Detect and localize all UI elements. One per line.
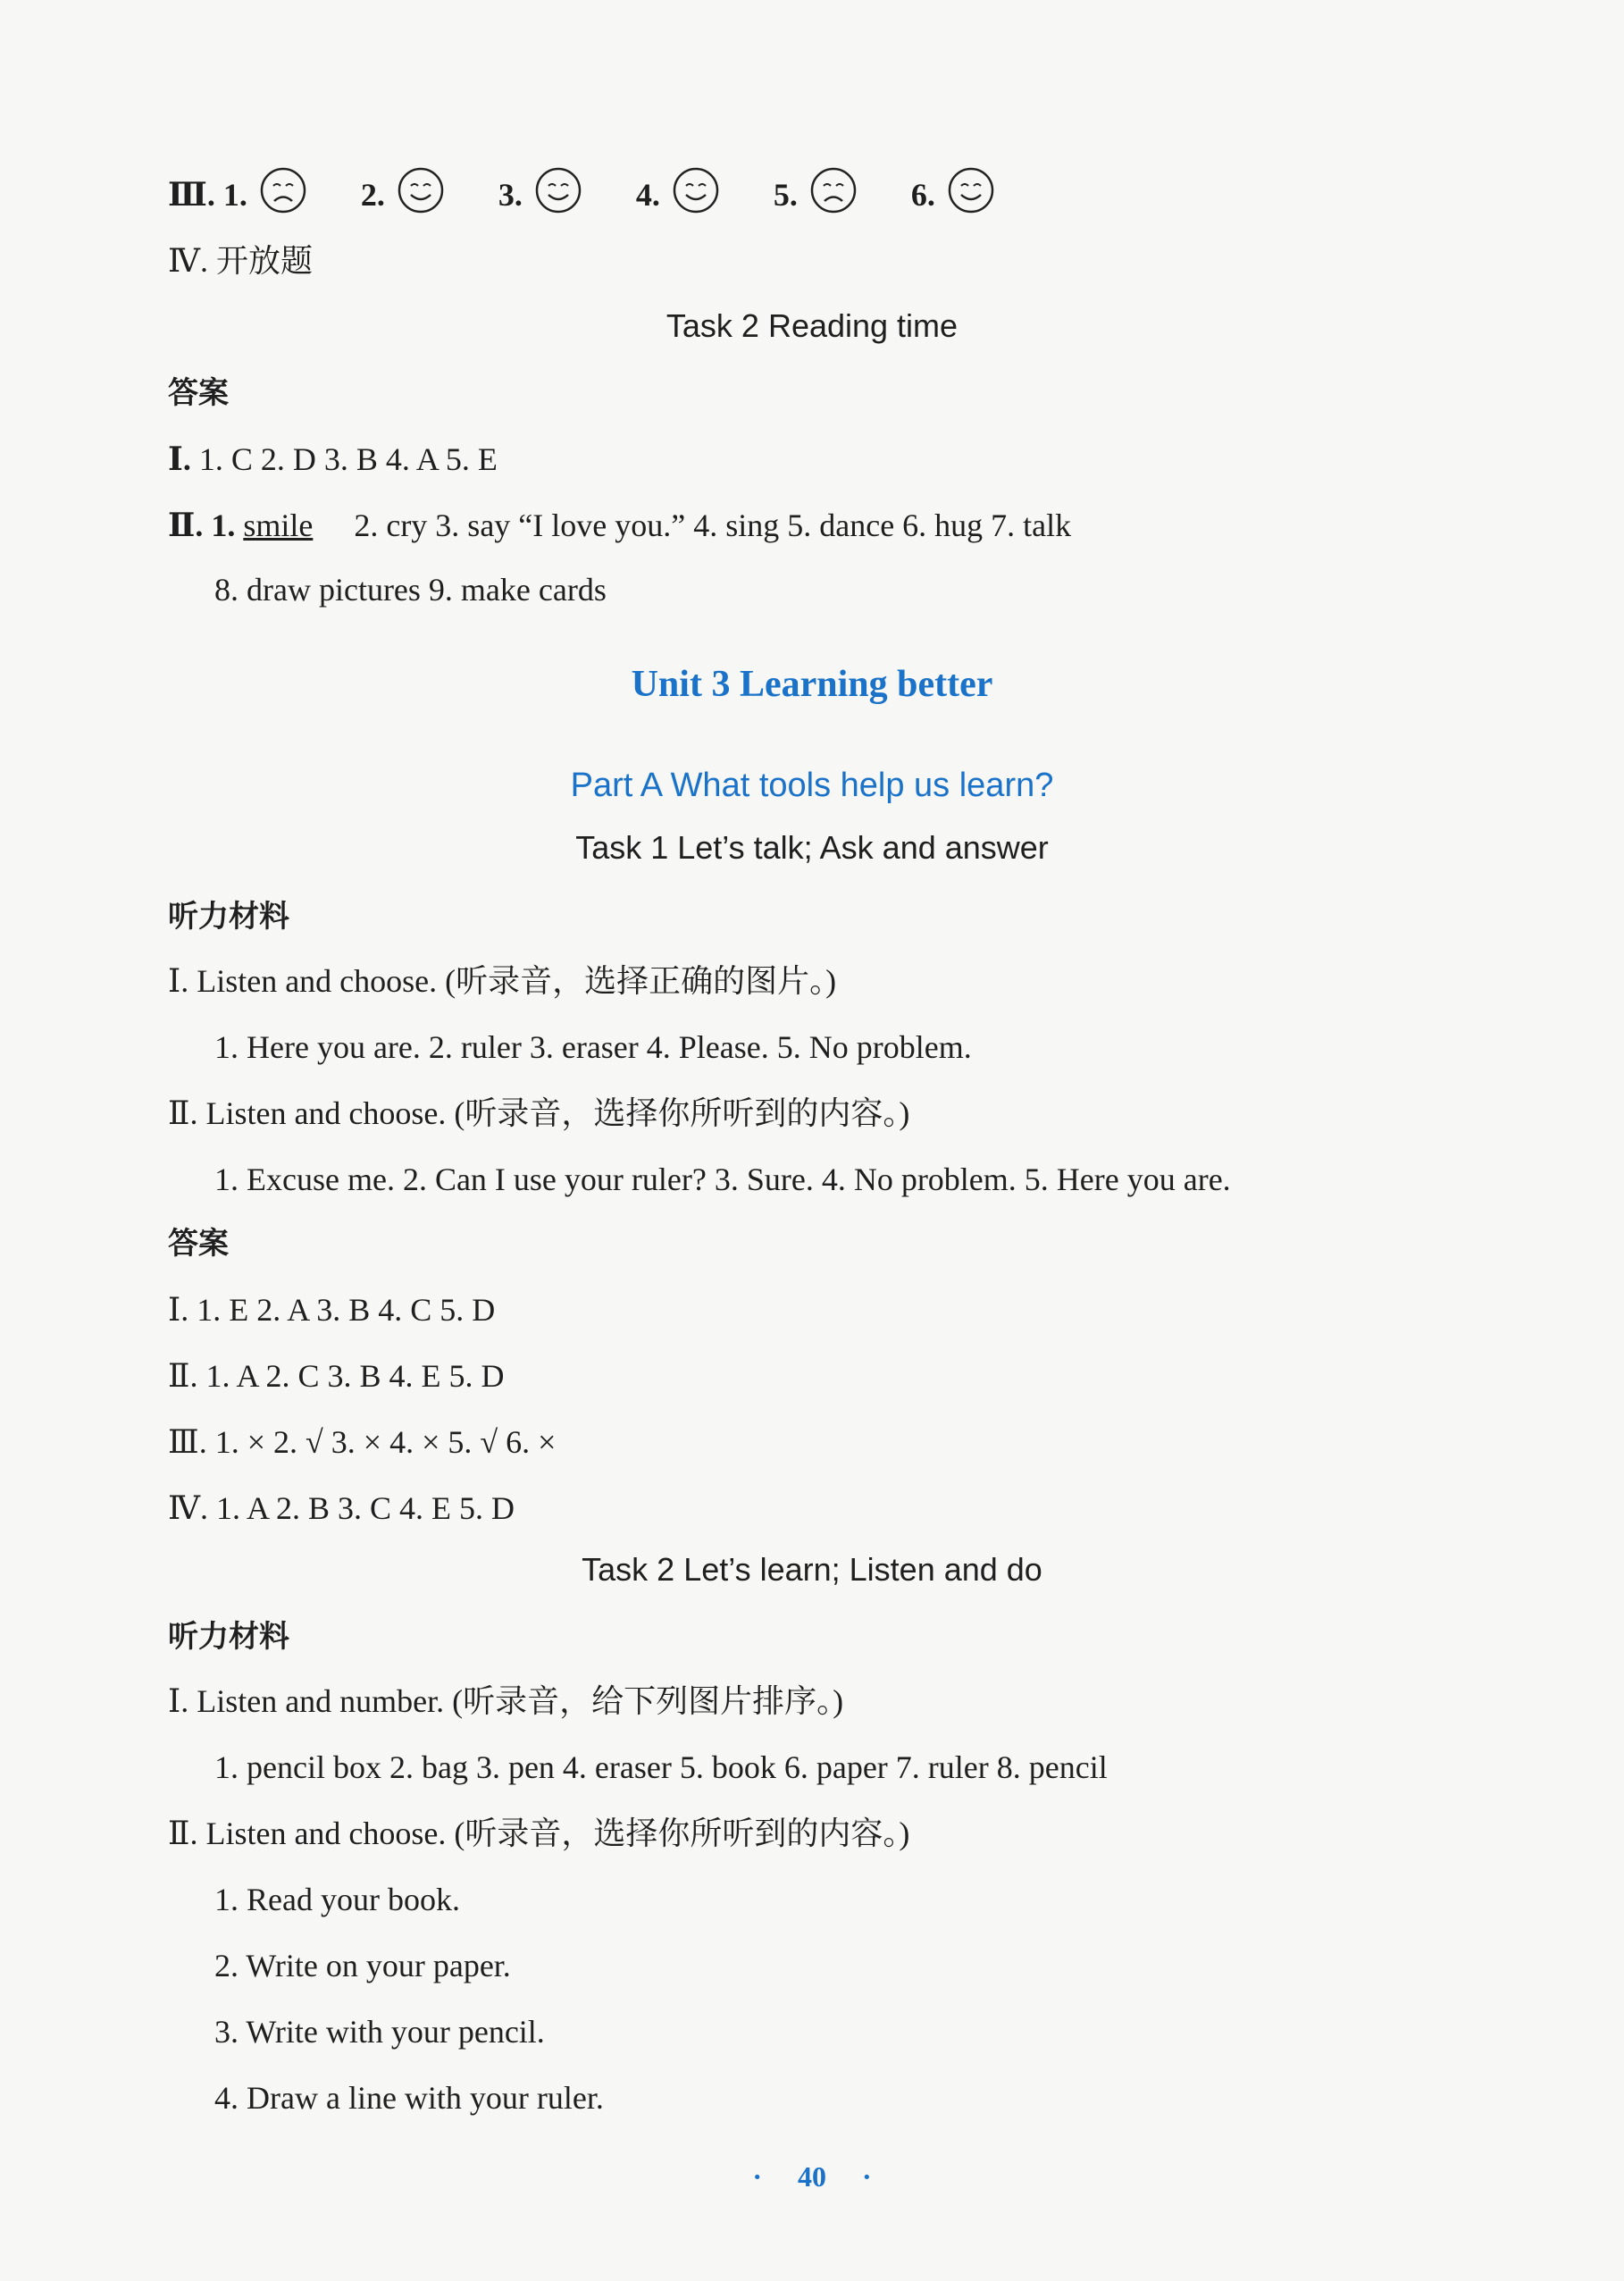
listening-2-heading: Ⅱ. Listen and choose. (听录音，选择你所听到的内容。) [168,1095,910,1131]
listening-1-items: 1. Here you are. 2. ruler 3. eraser 4. Please. 5. No problem. [214,1029,972,1065]
task-2-reading-title: Task 2 Reading time [666,307,958,344]
listening-3-items: 1. pencil box 2. bag 3. pen 4. eraser 5. book 6. paper 7. ruler 8. pencil [214,1749,1108,1785]
part-title: Part A What tools help us learn? [570,767,1054,804]
listening-4-item-3: 3. Write with your pencil. [214,2014,545,2050]
listening-material-heading: 听力材料 [168,899,289,935]
listening-4-item-2: 2. Write on your paper. [214,1948,511,1983]
answers-heading: 答案 [168,1226,229,1262]
task-2-title: Task 2 Let’s learn; Listen and do [582,1551,1042,1588]
answer-row-3: Ⅲ. 1. × 2. √ 3. × 4. × 5. √ 6. × [168,1424,557,1460]
answer-row-2-continued: 8. draw pictures 9. make cards [214,572,607,608]
item-number: 4. [635,177,660,213]
listening-1-heading: Ⅰ. Listen and choose. (听录音，选择正确的图片。) [168,963,837,999]
faces-answer-row [168,166,995,216]
task-1-title: Task 1 Let’s talk; Ask and answer [575,829,1049,866]
happy-face-icon [672,166,720,214]
happy-face-icon [534,166,582,214]
item-number: 1. [211,507,236,543]
roman-numeral: Ⅰ. [168,441,191,477]
open-question-line: Ⅳ. 开放题 [168,243,313,279]
listening-2-items: 1. Excuse me. 2. Can I use your ruler? 3. Sure. 4. No problem. 5. Here you are. [214,1161,1231,1197]
item-number: 6. [910,177,935,213]
page-number-text: 40 [798,2160,826,2193]
listening-4-item-1: 1. Read your book. [214,1882,460,1917]
happy-face-icon [397,166,445,214]
item-number: 2. [360,177,385,213]
answer-text: 2. cry 3. say “I love you.” 4. sing 5. dance 6. hug 7. talk [354,507,1072,543]
item-number: 3. [498,177,523,213]
sad-face-icon [259,166,307,214]
listening-4-item-4: 4. Draw a line with your ruler. [214,2080,604,2116]
answer-row-4: Ⅳ. 1. A 2. B 3. C 4. E 5. D [168,1490,515,1526]
happy-face-icon [947,166,995,214]
listening-material-heading: 听力材料 [168,1619,289,1655]
listening-3-heading: Ⅰ. Listen and number. (听录音，给下列图片排序。) [168,1683,844,1719]
answer-row-1: Ⅰ. 1. E 2. A 3. B 4. C 5. D [168,1292,496,1328]
roman-numeral: Ⅱ. [168,507,204,543]
page-number: · 40 · [752,2160,872,2193]
answers-heading: 答案 [168,375,229,411]
answer-text: 1. C 2. D 3. B 4. A 5. E [198,441,498,477]
item-number: 5. [773,177,798,213]
unit-title: Unit 3 Learning better [631,664,993,705]
item-number: 1. [222,177,247,213]
sad-face-icon [809,166,858,214]
roman-numeral: Ⅲ. [168,177,215,213]
answer-row-1 [168,438,498,481]
listening-4-heading: Ⅱ. Listen and choose. (听录音，选择你所听到的内容。) [168,1816,910,1851]
underlined-word: smile [243,507,314,543]
answer-row-2: Ⅱ. 1. A 2. C 3. B 4. E 5. D [168,1358,505,1394]
answer-row-2 [168,504,1071,547]
